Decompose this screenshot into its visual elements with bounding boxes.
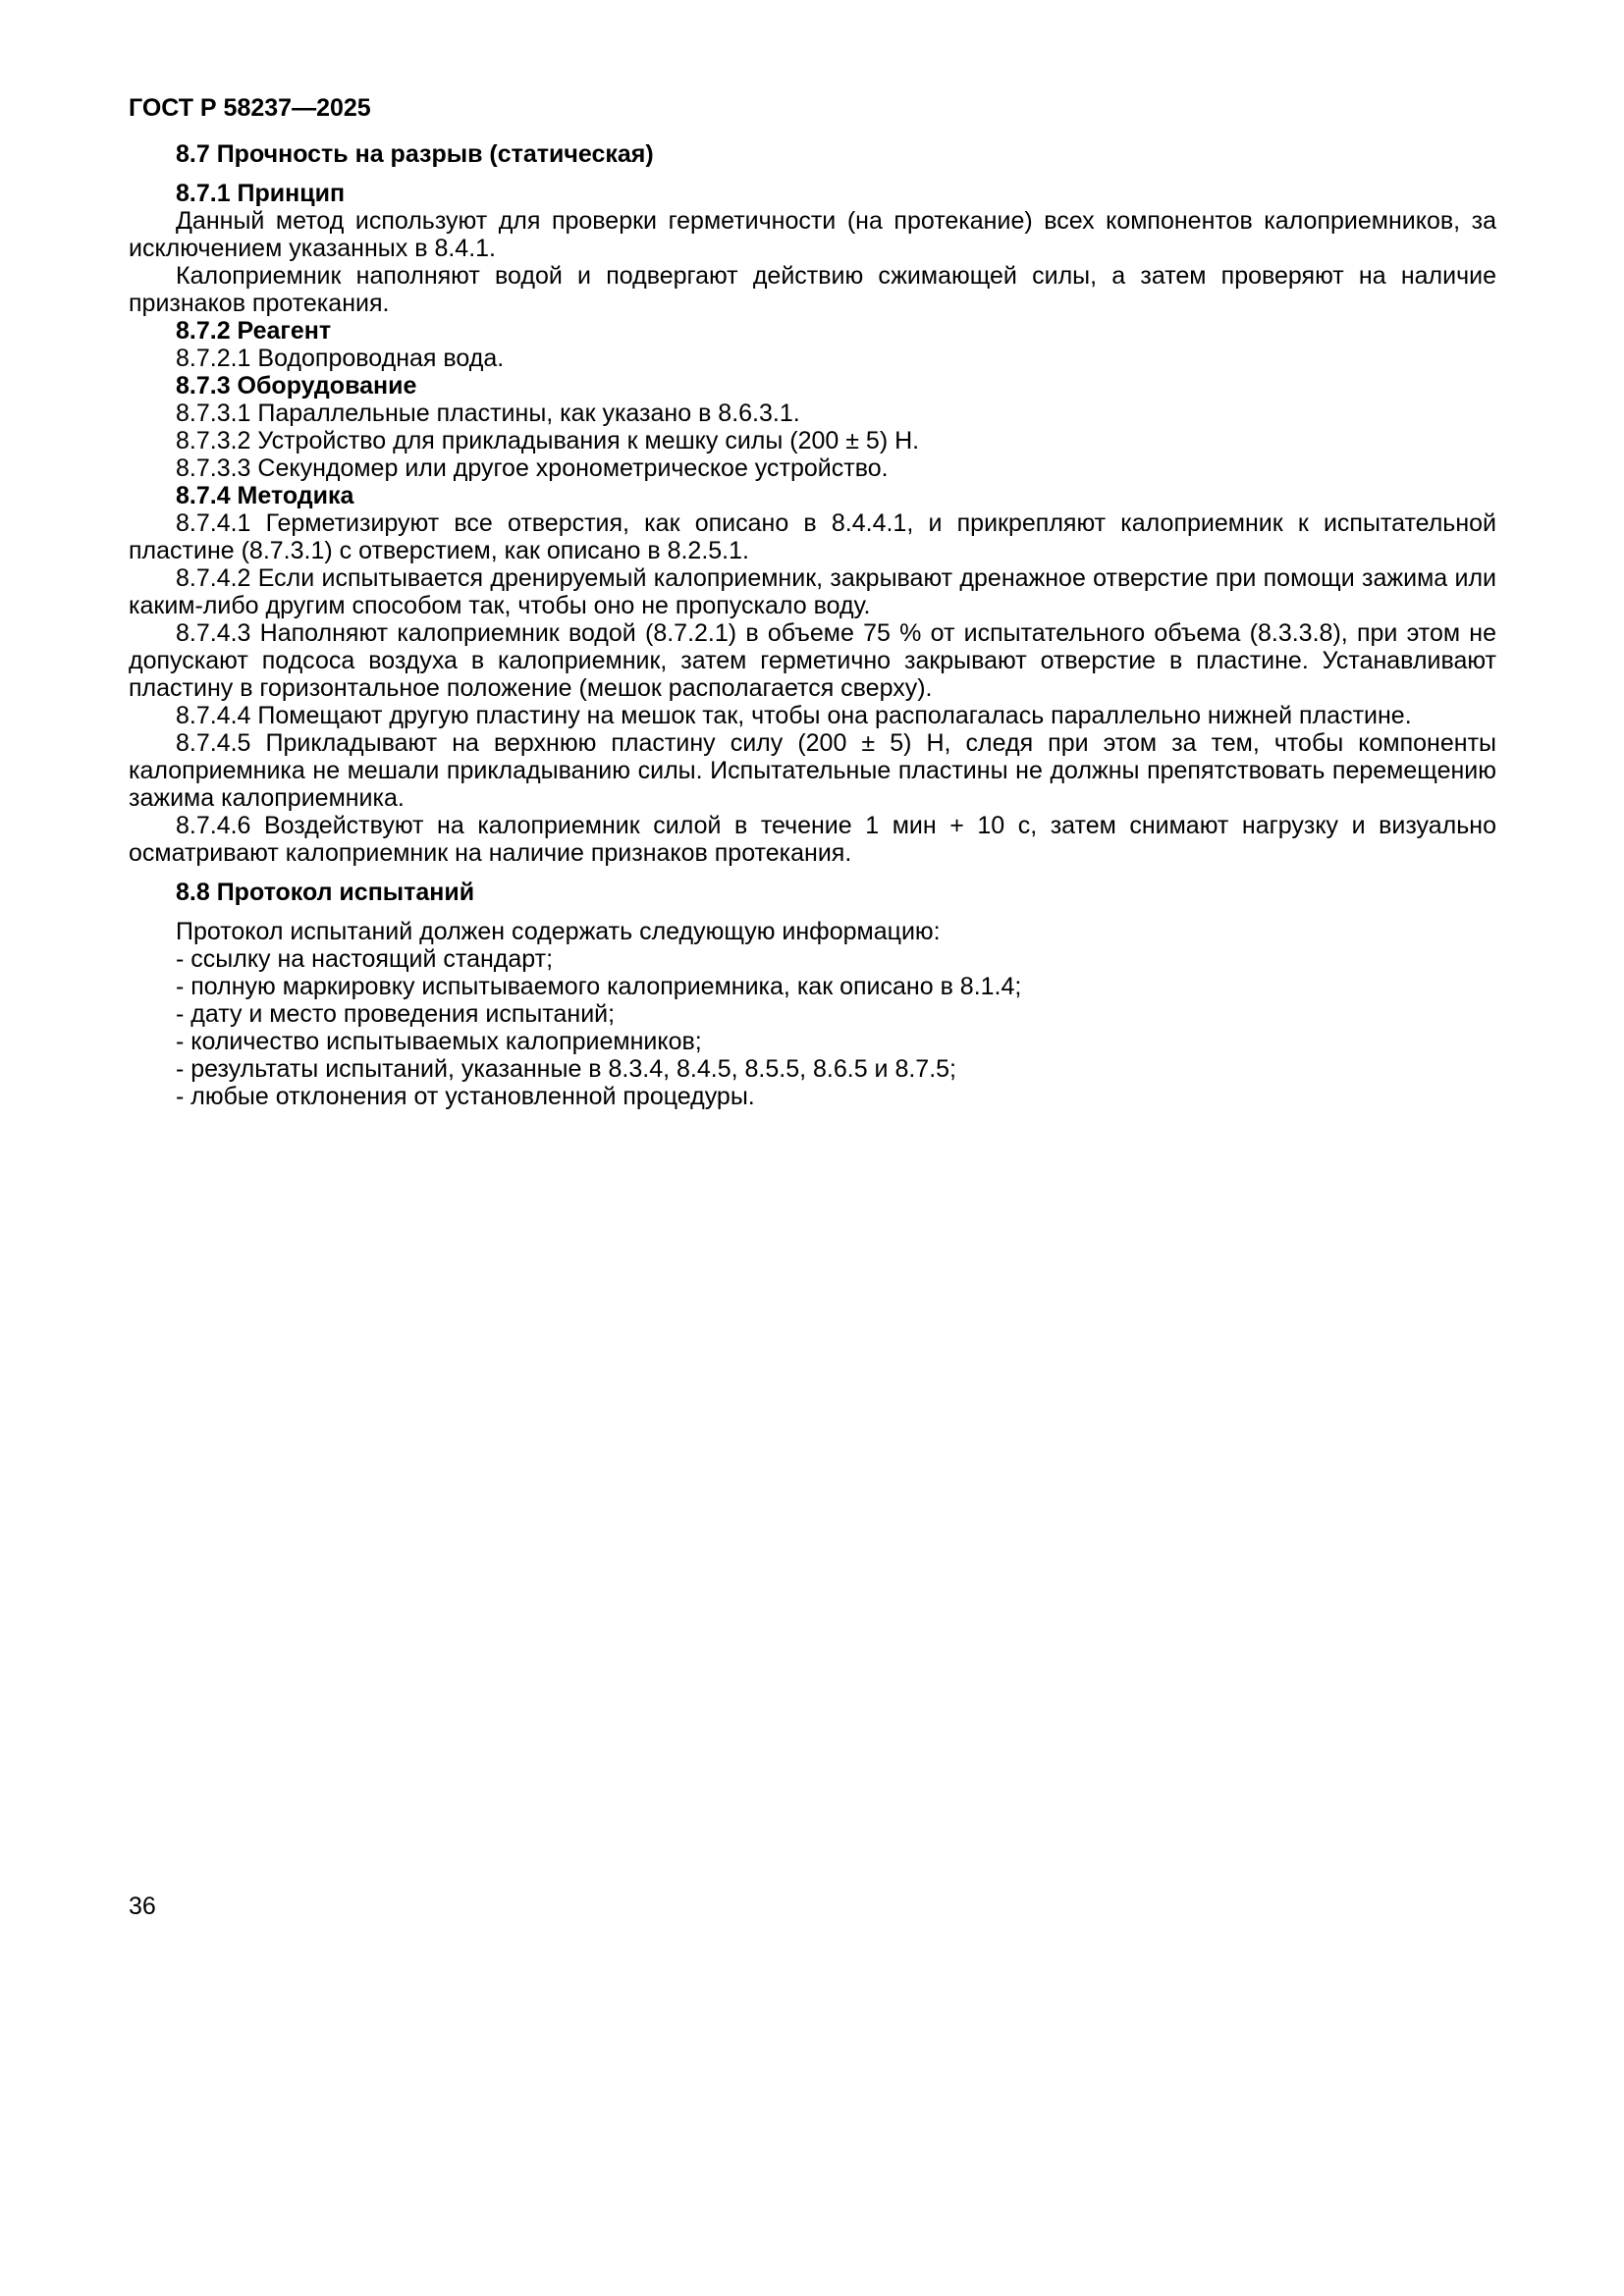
list-item: - ссылку на настоящий стандарт;: [176, 945, 554, 973]
paragraph: 8.7.4.4 Помещают другую пластину на мешок так, чтобы она располагалась параллельно нижней пластине.: [176, 702, 1412, 729]
paragraph: Калоприемник наполняют водой и подвергают действию сжимающей силы, а затем проверяют на наличие признаков протекания.: [129, 262, 1496, 317]
list-item: - полную маркировку испытываемого калоприемника, как описано в 8.1.4;: [176, 973, 1022, 1000]
document-code-header: ГОСТ Р 58237—2025: [129, 94, 371, 122]
paragraph: 8.7.2.1 Водопроводная вода.: [176, 345, 505, 372]
paragraph: 8.7.4.1 Герметизируют все отверстия, как описано в 8.4.4.1, и прикрепляют калоприемник к испытательной пластине (8.7.3.1) с отверстием, как описано в 8.2.5.1.: [129, 509, 1496, 564]
list-item: - дату и место проведения испытаний;: [176, 1000, 616, 1028]
paragraph: 8.7.3.3 Секундомер или другое хронометрическое устройство.: [176, 454, 889, 482]
paragraph: 8.7.3.1 Параллельные пластины, как указано в 8.6.3.1.: [176, 400, 800, 427]
paragraph: Данный метод используют для проверки герметичности (на протекание) всех компонентов калоприемников, за исключением указанных в 8.4.1.: [129, 207, 1496, 262]
subsection-heading: 8.7.2 Реагент: [176, 317, 332, 345]
list-item: - количество испытываемых калоприемников;: [176, 1028, 702, 1055]
list-item: - результаты испытаний, указанные в 8.3.4, 8.4.5, 8.5.5, 8.6.5 и 8.7.5;: [176, 1055, 957, 1083]
section-heading: 8.8 Протокол испытаний: [176, 879, 475, 906]
subsection-heading: 8.7.4 Методика: [176, 482, 354, 509]
document-body: [129, 140, 1496, 1110]
paragraph: 8.7.4.3 Наполняют калоприемник водой (8.7.2.1) в объеме 75 % от испытательного объема (8.3.3.8), при этом не допускают подсоса воздуха в калоприемник, затем герметично закрывают отверстие в пластине. Устанавливают пластину в горизонтальное положение (мешок располагается сверху).: [129, 619, 1496, 702]
subsection-heading: 8.7.3 Оборудование: [176, 372, 417, 400]
list-item: - любые отклонения от установленной процедуры.: [176, 1083, 755, 1110]
paragraph: 8.7.4.5 Прикладывают на верхнюю пластину силу (200 ± 5) Н, следя при этом за тем, чтобы компоненты калоприемника не мешали прикладыванию силы. Испытательные пластины не должны препятствовать перемещению зажима калоприемника.: [129, 729, 1496, 812]
paragraph: 8.7.4.2 Если испытывается дренируемый калоприемник, закрывают дренажное отверстие при помощи зажима или каким-либо другим способом так, чтобы оно не пропускало воду.: [129, 564, 1496, 619]
paragraph: Протокол испытаний должен содержать следующую информацию:: [176, 918, 941, 945]
page-number: 36: [129, 1893, 156, 1920]
section-heading: 8.7 Прочность на разрыв (статическая): [176, 140, 654, 168]
paragraph: 8.7.3.2 Устройство для прикладывания к мешку силы (200 ± 5) Н.: [176, 427, 920, 454]
paragraph: 8.7.4.6 Воздействуют на калоприемник силой в течение 1 мин + 10 с, затем снимают нагрузку и визуально осматривают калоприемник на наличие признаков протекания.: [129, 812, 1496, 867]
subsection-heading: 8.7.1 Принцип: [176, 180, 346, 207]
